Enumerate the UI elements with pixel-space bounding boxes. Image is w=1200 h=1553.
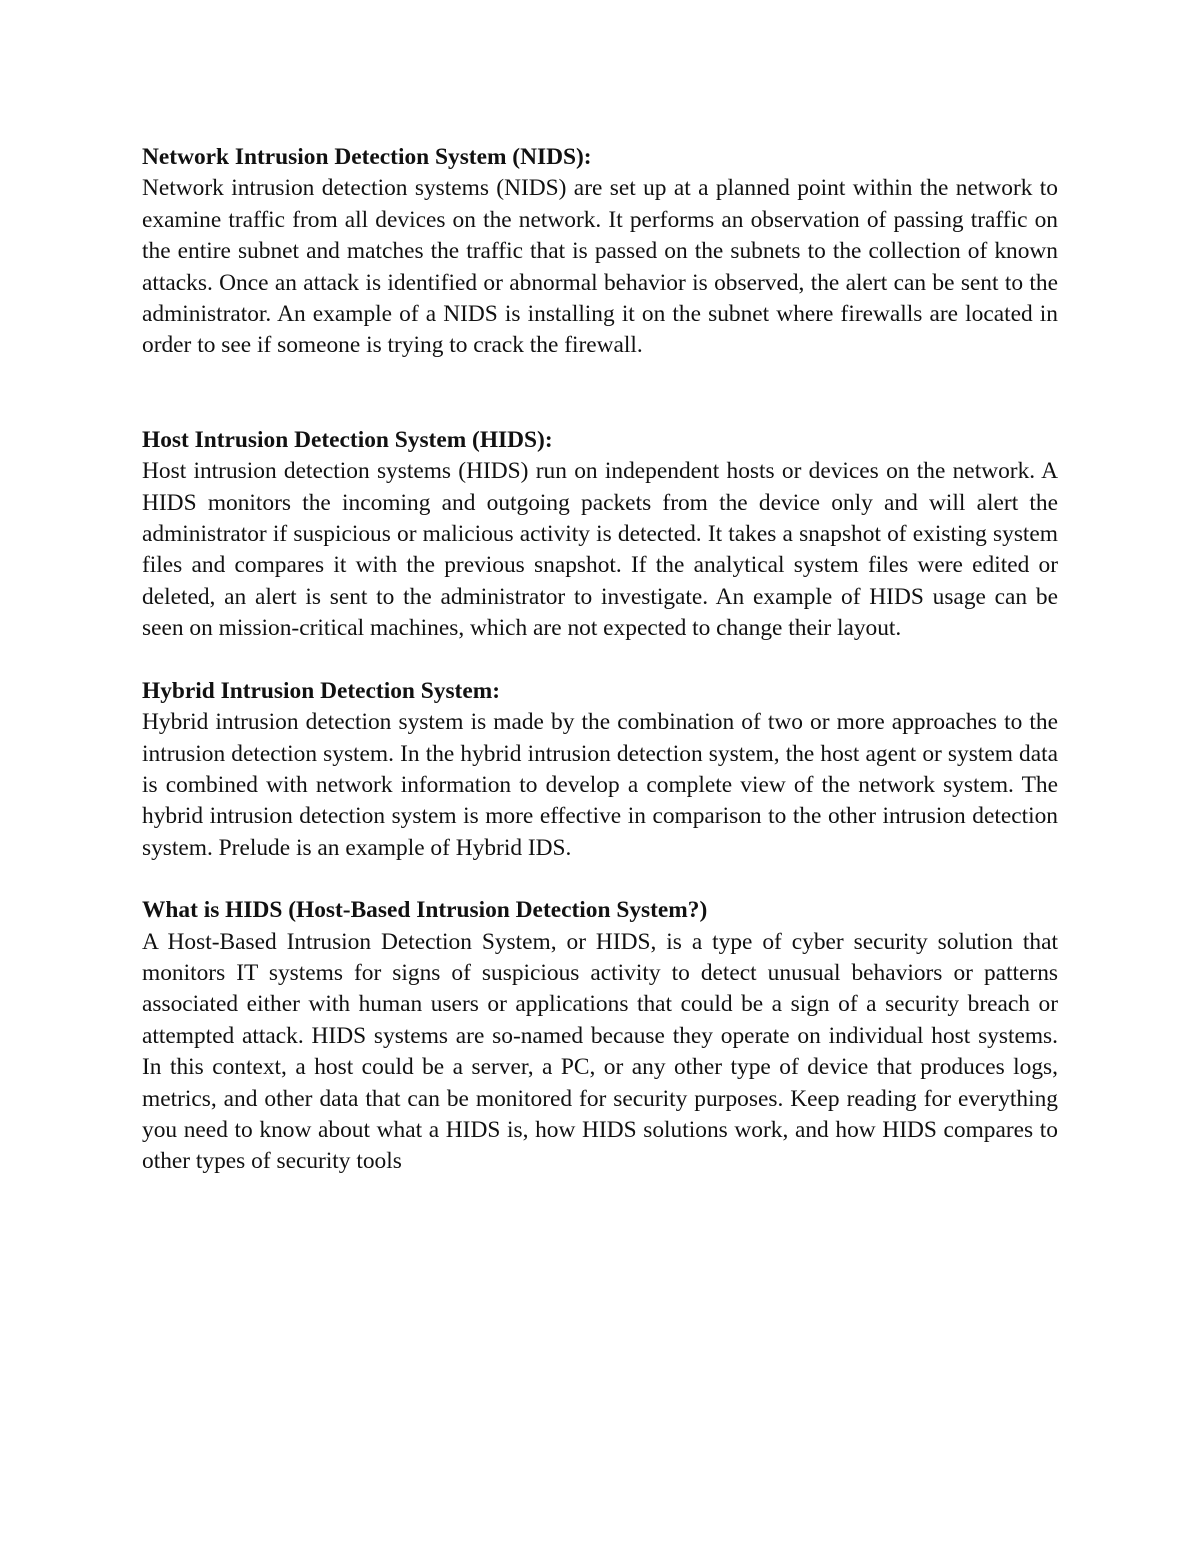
section-what-is-hids: [142, 895, 1058, 1178]
spacer: [142, 645, 1058, 676]
section-nids: [142, 142, 1058, 362]
section-paragraph: A Host-Based Intrusion Detection System, or HIDS, is a type of cyber security solution that monitors IT systems for signs of suspicious activity to detect unusual behaviors or patterns associated either with human users or applications that could be a sign of a security breach or attempted attack. HIDS systems are so-named because they operate on individual host systems. In this context, a host could be a server, a PC, or any other type of device that produces logs, metrics, and other data that can be monitored for security purposes. Keep reading for everything you need to know about what a HIDS is, how HIDS solutions work, and how HIDS compares to other types of security tools: [142, 928, 1058, 1175]
spacer: [142, 362, 1058, 425]
section-heading: Network Intrusion Detection System (NIDS):: [142, 144, 592, 170]
section-heading: Host Intrusion Detection System (HIDS):: [142, 426, 553, 453]
spacer: [142, 864, 1058, 895]
section-paragraph: Host intrusion detection systems (HIDS) run on independent hosts or devices on the network. A HIDS monitors the incoming and outgoing packets from the device only and will alert the administrator if suspicious or malicious activity is detected. It takes a snapshot of existing system files and compares it with the previous snapshot. If the analytical system files were edited or deleted, an alert is sent to the administrator to investigate. An example of HIDS usage can be seen on mission-critical machines, which are not expected to change their layout.: [142, 458, 1058, 642]
section-heading: Hybrid Intrusion Detection System:: [142, 677, 500, 704]
section-heading: What is HIDS (Host-Based Intrusion Detection System?): [142, 897, 708, 924]
section-hids: [142, 425, 1058, 645]
section-paragraph: Network intrusion detection systems (NIDS) are set up at a planned point within the network to examine traffic from all devices on the network. It performs an observation of passing traffic on the entire subnet and matches the traffic that is passed on the subnets to the collection of known attacks. Once an attack is identified or abnormal behavior is observed, the alert can be sent to the administrator. An example of a NIDS is installing it on the subnet where firewalls are located in order to see if someone is trying to crack the firewall.: [142, 175, 1058, 359]
section-paragraph: Hybrid intrusion detection system is made by the combination of two or more approaches to the intrusion detection system. In the hybrid intrusion detection system, the host agent or system data is combined with network information to develop a complete view of the network system. The hybrid intrusion detection system is more effective in comparison to the other intrusion detection system. Prelude is an example of Hybrid IDS.: [142, 709, 1058, 861]
document-content: [142, 142, 1058, 1178]
section-hybrid: [142, 676, 1058, 864]
